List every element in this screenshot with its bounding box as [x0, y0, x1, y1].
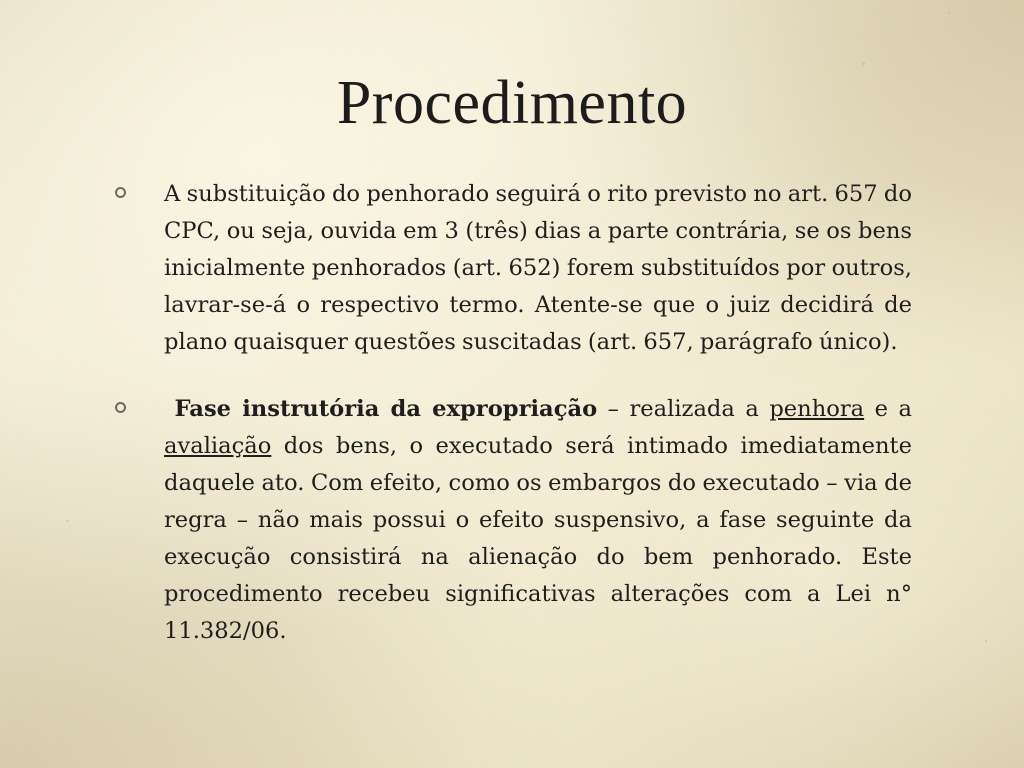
bold-lead-phrase: Fase instrutória da expropriação — [174, 396, 598, 422]
bullet-item — [112, 176, 912, 361]
paper-speck — [66, 520, 69, 522]
circle-bullet-icon — [115, 402, 126, 413]
paper-speck — [985, 640, 987, 643]
slide-body — [112, 176, 912, 680]
paper-speck — [862, 62, 865, 65]
text-run: dos bens, o executado será intimado imediatamente daquele ato. Com efeito, como os embargos do executado – via de regra – não mais possui o efeito suspensivo, a fase seguinte da execução consistirá na alienação do bem penhorado. Este procedimento recebeu significativas alterações com a Lei n° 11.382/06. — [164, 433, 912, 644]
circle-bullet-icon — [115, 187, 126, 198]
underlined-term: penhora — [769, 396, 865, 422]
bullet-text: A substituição do penhorado seguirá o rito previsto no art. 657 do CPC, ou seja, ouvida em 3 (três) dias a parte contrária, se os bens inicialmente penhorados (art. 652) forem substituídos por outros, lavrar-se-á o respectivo termo. Atente-se que o juiz decidirá de plano quaisquer questões suscitadas (art. 657, parágrafo único). — [164, 181, 912, 355]
text-run: – realizada a — [597, 396, 770, 422]
paper-speck — [948, 12, 950, 14]
slide-title: Procedimento — [336, 69, 688, 137]
bullet-text — [164, 391, 912, 650]
text-run: e a — [864, 396, 912, 422]
underlined-term: avaliação — [164, 433, 272, 459]
bullet-item — [112, 391, 912, 650]
